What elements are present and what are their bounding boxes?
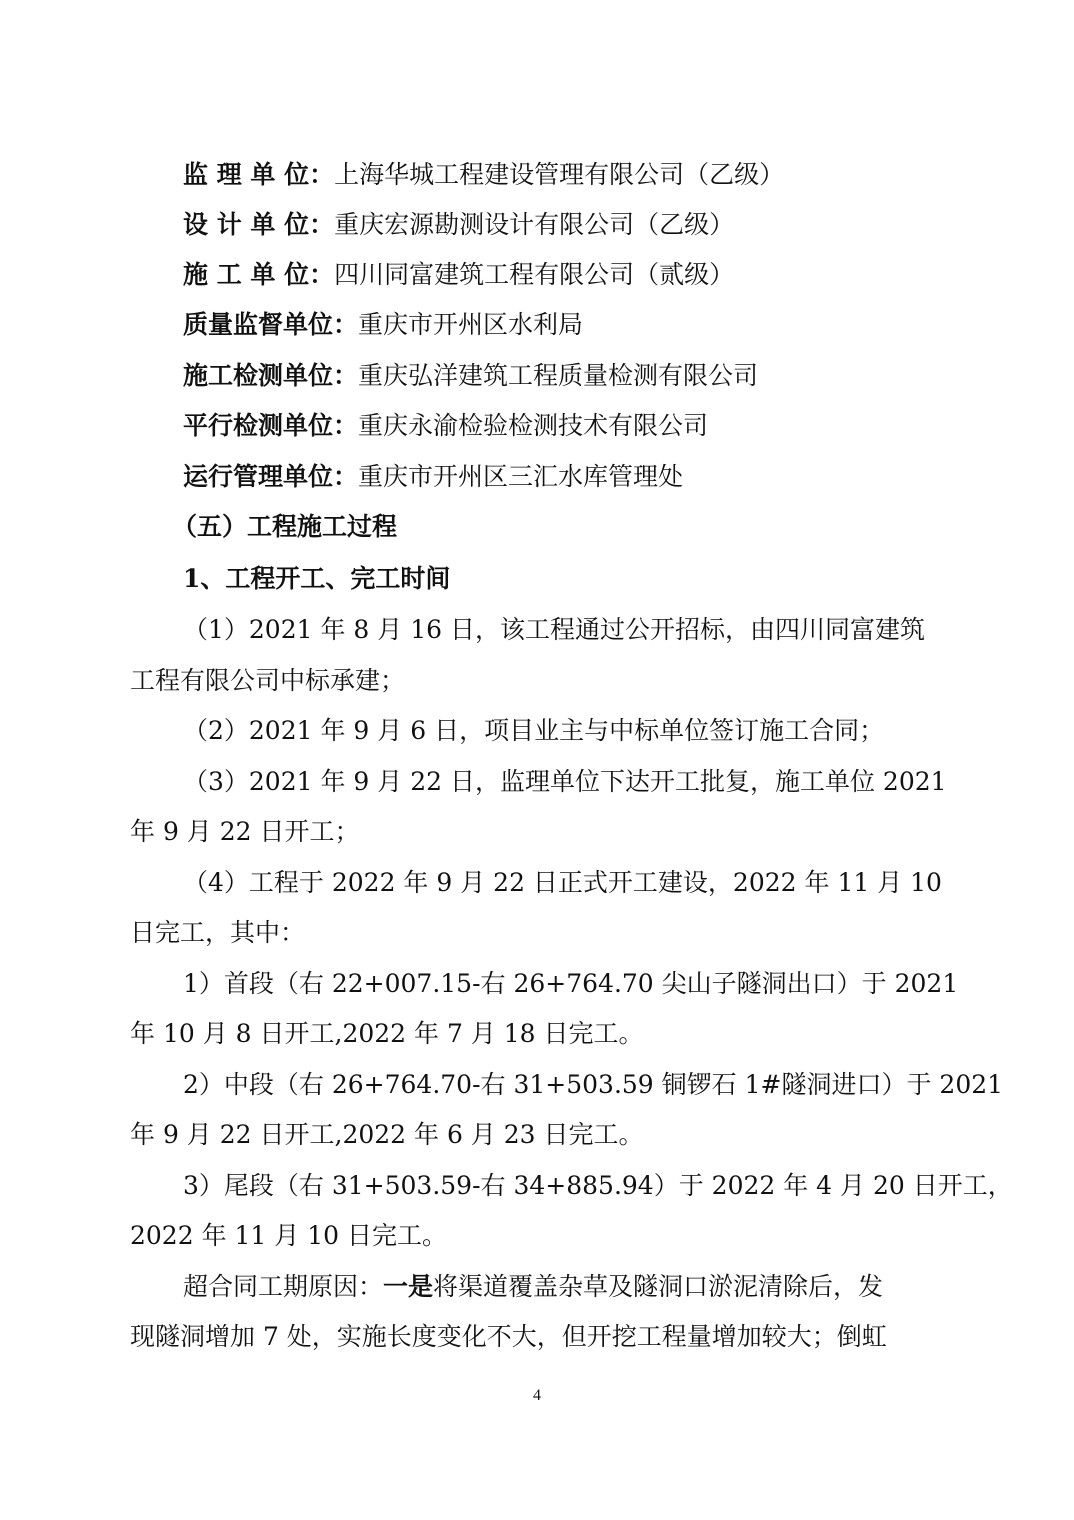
unit-parallel-testing	[183, 409, 708, 443]
section-title: （五）工程施工过程	[172, 512, 398, 541]
paragraph-line: （4）工程于 2022 年 9 月 22 日正式开工建设，2022 年 11 月 10	[183, 868, 942, 897]
paragraph-line: 年 10 月 8 日开工,2022 年 7 月 18 日完工。	[130, 1019, 644, 1048]
unit-label: 监 理 单 位：	[183, 160, 335, 189]
paragraph-line: 年 9 月 22 日开工,2022 年 6 月 23 日完工。	[130, 1120, 644, 1149]
reason-lead: 超合同工期原因：	[183, 1272, 384, 1301]
paragraph-line: 现隧洞增加 7 处，实施长度变化不大，但开挖工程量增加较大；倒虹	[130, 1322, 887, 1351]
paragraph-line: 2）中段（右 26+764.70-右 31+503.59 铜锣石 1#隧洞进口）于 2021	[183, 1070, 1004, 1099]
unit-value: 四川同富建筑工程有限公司（贰级）	[334, 260, 735, 289]
unit-operation	[183, 460, 683, 494]
unit-value: 重庆宏源勘测设计有限公司（乙级）	[334, 210, 735, 239]
unit-label: 施工检测单位：	[183, 361, 359, 390]
unit-value: 重庆市开州区三汇水库管理处	[358, 462, 684, 491]
unit-value: 重庆永渝检验检测技术有限公司	[358, 411, 709, 440]
unit-value: 上海华城工程建设管理有限公司（乙级）	[334, 160, 785, 189]
unit-label: 运行管理单位：	[183, 462, 359, 491]
unit-design	[183, 208, 734, 242]
unit-value: 重庆弘洋建筑工程质量检测有限公司	[358, 361, 759, 390]
paragraph-line: 3）尾段（右 31+503.59-右 34+885.94）于 2022 年 4 月 20 日开工，	[183, 1171, 1013, 1200]
paragraph-line: 日完工，其中：	[130, 918, 306, 947]
unit-construction	[183, 258, 734, 292]
paragraph-line: 年 9 月 22 日开工；	[130, 817, 360, 846]
unit-testing	[183, 359, 758, 393]
unit-label: 施 工 单 位：	[183, 260, 335, 289]
unit-label: 设 计 单 位：	[183, 210, 335, 239]
paragraph-line: （1）2021 年 8 月 16 日，该工程通过公开招标，由四川同富建筑	[183, 615, 925, 644]
paragraph-line: 2022 年 11 月 10 日完工。	[130, 1221, 447, 1250]
unit-label: 质量监督单位：	[183, 310, 359, 339]
page-number: 4	[533, 1387, 541, 1404]
paragraph-line	[183, 1270, 883, 1304]
paragraph-line: （3）2021 年 9 月 22 日，监理单位下达开工批复，施工单位 2021	[183, 767, 947, 796]
unit-label: 平行检测单位：	[183, 411, 359, 440]
reason-bold: 一是	[383, 1272, 434, 1301]
subsection-title: 1、工程开工、完工时间	[183, 564, 451, 593]
unit-value: 重庆市开州区水利局	[358, 310, 584, 339]
paragraph-line: （2）2021 年 9 月 6 日，项目业主与中标单位签订施工合同；	[183, 716, 885, 745]
unit-supervision	[183, 158, 784, 192]
paragraph-line: 工程有限公司中标承建；	[130, 666, 406, 695]
reason-text: 将渠道覆盖杂草及隧洞口淤泥清除后，发	[433, 1272, 884, 1301]
paragraph-line: 1）首段（右 22+007.15-右 26+764.70 尖山子隧洞出口）于 2021	[183, 969, 959, 998]
unit-quality	[183, 308, 583, 342]
